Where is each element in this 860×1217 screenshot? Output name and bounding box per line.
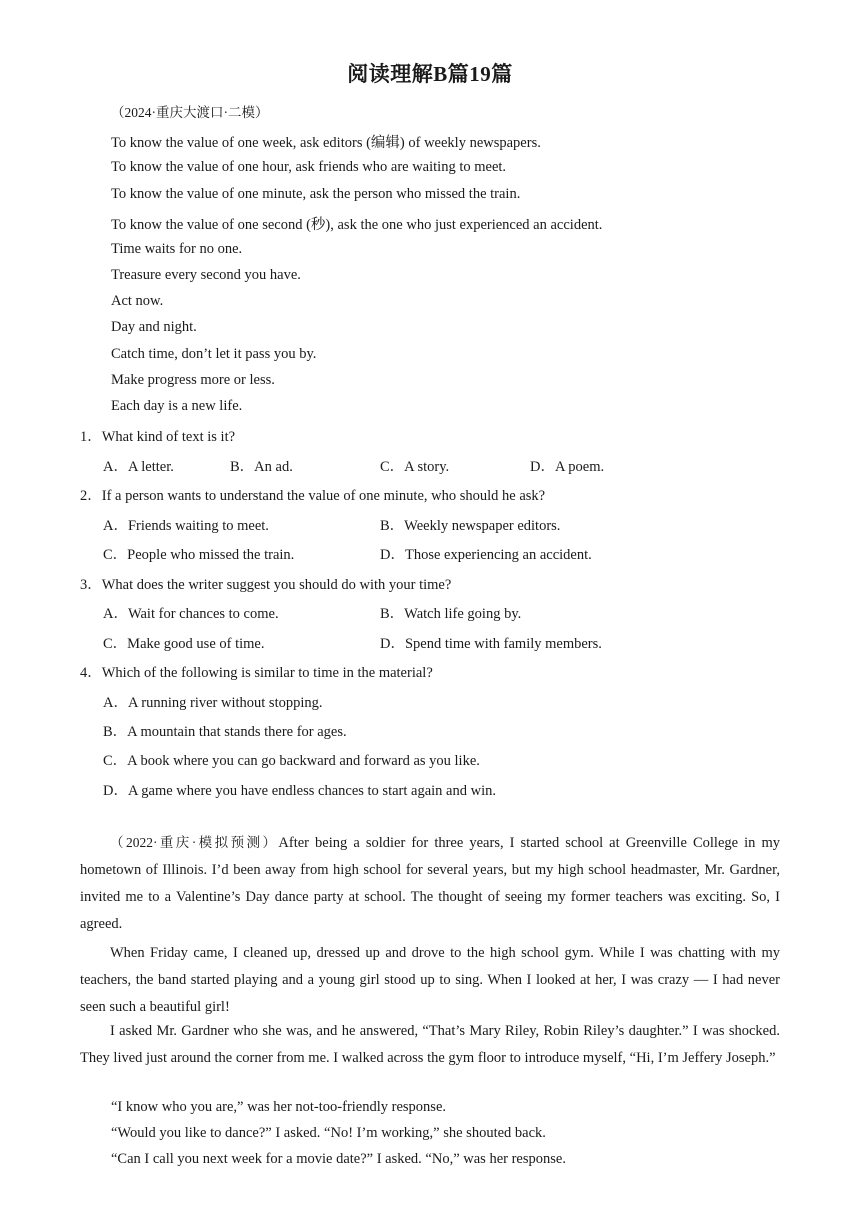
- answer-option: A．Friends waiting to meet.: [103, 518, 269, 534]
- passage2-dialogue-line: “Can I call you next week for a movie date?” I asked. “No,” was her response.: [111, 1151, 566, 1167]
- passage1-line: Treasure every second you have.: [111, 267, 301, 283]
- passage2-paragraph: I asked Mr. Gardner who she was, and he answered, “That’s Mary Riley, Robin Riley’s daughter.” I was shocked. They lived just around the corner from me. I walked across the gym floor to introduce myself, “Hi, I’m Jeffery Joseph.”: [80, 1023, 780, 1066]
- passage2-source: （2022·重庆·模拟预测）: [110, 835, 279, 850]
- passage1-line: Day and night.: [111, 319, 197, 335]
- answer-option: D．Those experiencing an accident.: [380, 547, 592, 563]
- answer-option: C．Make good use of time.: [103, 636, 265, 652]
- answer-option: D．A poem.: [530, 459, 605, 475]
- passage2-dialogue-line: “Would you like to dance?” I asked. “No! I’m working,” she shouted back.: [111, 1125, 546, 1141]
- page-title: 阅读理解B篇19篇: [347, 62, 513, 86]
- answer-option: C．People who missed the train.: [103, 547, 295, 563]
- passage1-line: To know the value of one minute, ask the person who missed the train.: [111, 186, 521, 202]
- answer-option: B．Weekly newspaper editors.: [380, 518, 561, 534]
- passage1-line: Time waits for no one.: [111, 241, 243, 257]
- passage1-line: Act now.: [111, 293, 164, 309]
- passage1-source: （2024·重庆大渡口·二模）: [111, 105, 269, 120]
- answer-option: C．A story.: [380, 459, 450, 475]
- question-stem: 3．What does the writer suggest you should do with your time?: [80, 577, 452, 593]
- question-stem: 2．If a person wants to understand the value of one minute, who should he ask?: [80, 488, 546, 504]
- answer-option: D．A game where you have endless chances to start again and win.: [103, 783, 496, 799]
- passage2-paragraph: [80, 829, 780, 938]
- passage1-line: Make progress more or less.: [111, 372, 275, 388]
- question-stem: 1．What kind of text is it?: [80, 429, 236, 445]
- answer-option: B．An ad.: [230, 459, 293, 475]
- passage1-line: To know the value of one week, ask editors (编辑) of weekly newspapers.: [111, 135, 541, 151]
- passage2-paragraph: When Friday came, I cleaned up, dressed up and drove to the high school gym. While I was chatting with my teachers, the band started playing and a young girl stood up to sing. When I looked at her, I was crazy — I had never seen such a beautiful girl!: [80, 945, 780, 1015]
- answer-option: D．Spend time with family members.: [380, 636, 602, 652]
- passage2-dialogue-line: “I know who you are,” was her not-too-friendly response.: [111, 1099, 447, 1115]
- answer-option: A．A letter.: [103, 459, 174, 475]
- passage1-line: To know the value of one hour, ask friends who are waiting to meet.: [111, 159, 507, 175]
- passage1-line: Each day is a new life.: [111, 398, 243, 414]
- answer-option: C．A book where you can go backward and forward as you like.: [103, 753, 480, 769]
- answer-option: A．Wait for chances to come.: [103, 606, 279, 622]
- passage2-paragraph-text: After being a soldier for three years, I started school at Greenville College in my hometown of Illinois. I’d been away from high school for several years, but my high school headmaster, Mr. Gardner, invited me to a Valentine’s Day dance party at school. The thought of seeing my former teachers was exciting. So, I agreed.: [80, 835, 780, 932]
- answer-option: B．Watch life going by.: [380, 606, 522, 622]
- answer-option: B．A mountain that stands there for ages.: [103, 724, 347, 740]
- passage1-line: To know the value of one second (秒), ask the one who just experienced an accident.: [111, 217, 603, 233]
- question-stem: 4．Which of the following is similar to time in the material?: [80, 665, 433, 681]
- answer-option: A．A running river without stopping.: [103, 695, 323, 711]
- passage1-line: Catch time, don’t let it pass you by.: [111, 346, 317, 362]
